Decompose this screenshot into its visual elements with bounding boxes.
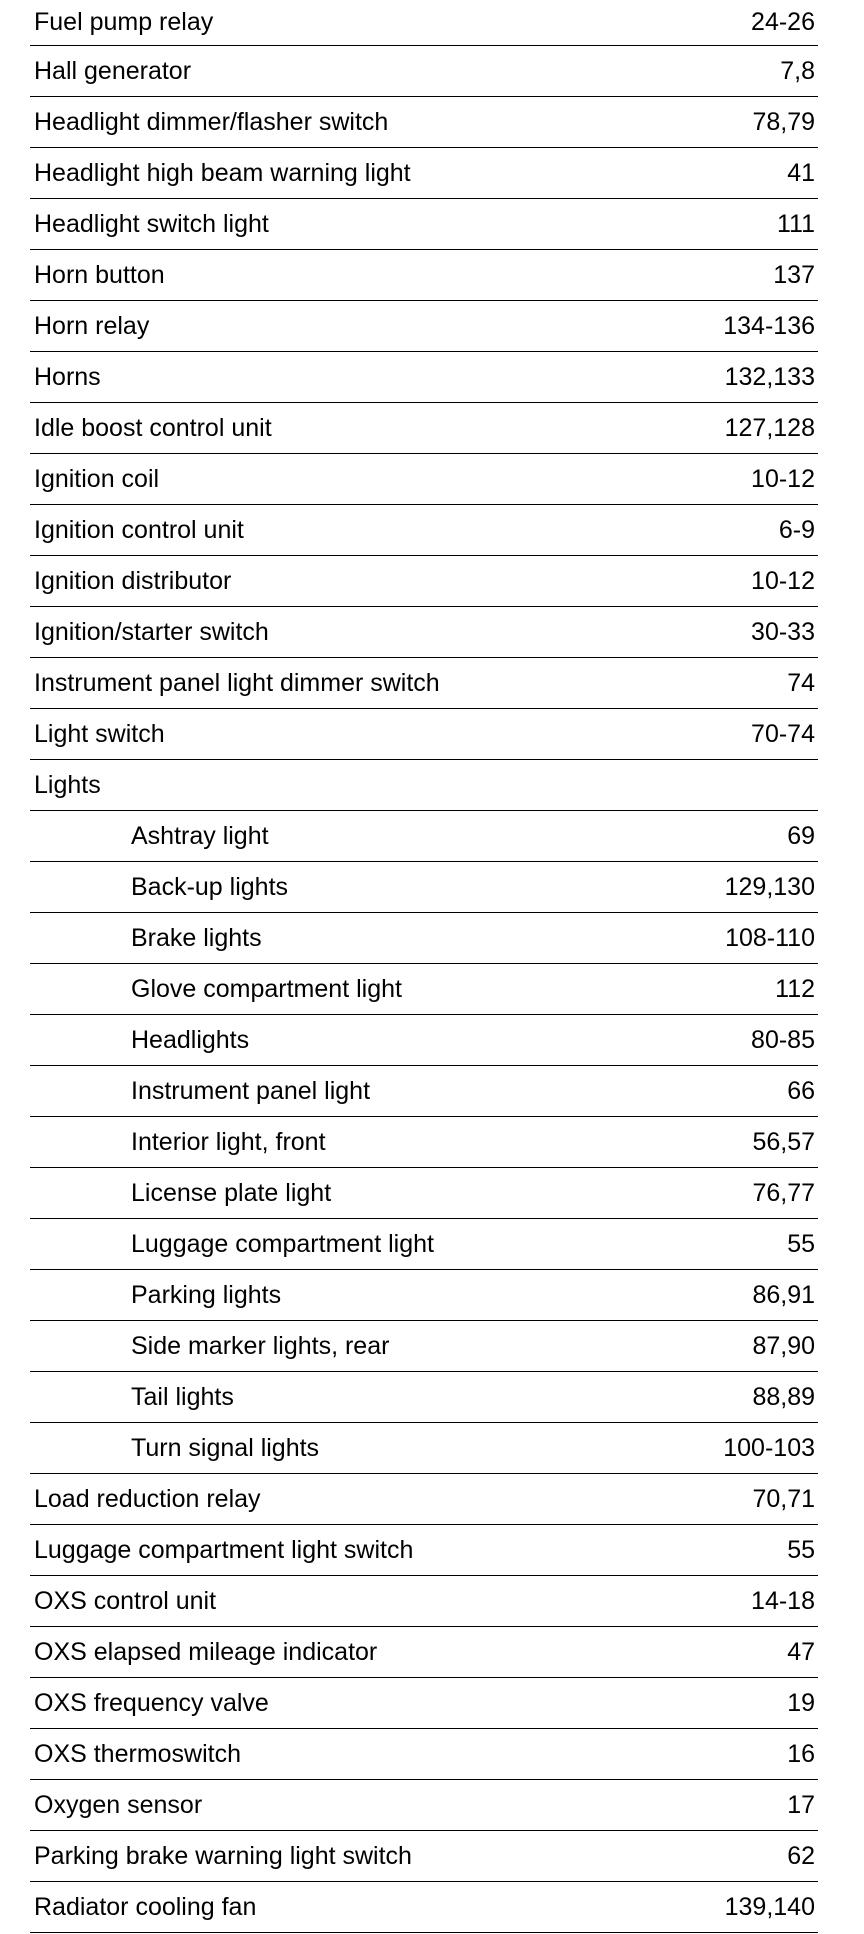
component-name: Fuel pump relay: [34, 8, 214, 36]
component-name: Headlights: [131, 1025, 250, 1054]
index-entry-row: [30, 607, 818, 658]
component-name: OXS elapsed mileage indicator: [34, 1637, 378, 1666]
page-reference: 17: [787, 1790, 815, 1819]
component-name: Horn relay: [34, 311, 150, 340]
page-reference: 134-136: [723, 311, 815, 340]
index-entry-row: [30, 454, 818, 505]
component-name: Headlight dimmer/flasher switch: [34, 107, 389, 136]
index-subentry-row: [30, 1066, 818, 1117]
page-reference: 74: [787, 668, 815, 697]
index-subentry-row: [30, 1372, 818, 1423]
component-name: Radiator cooling fan: [34, 1892, 257, 1921]
component-name: Oxygen sensor: [34, 1790, 203, 1819]
index-entry-row: [30, 760, 818, 811]
page-reference: 30-33: [751, 617, 815, 646]
component-name: Headlight switch light: [34, 209, 269, 238]
page-reference: 55: [787, 1535, 815, 1564]
page-reference: 70,71: [752, 1484, 815, 1513]
page-reference: 100-103: [723, 1433, 815, 1462]
page-reference: 10-12: [751, 566, 815, 595]
index-entry-row: [30, 352, 818, 403]
page-reference: 88,89: [752, 1382, 815, 1411]
index-subentry-row: [30, 1015, 818, 1066]
component-name: OXS thermoswitch: [34, 1739, 242, 1768]
index-subentry-row: [30, 1423, 818, 1474]
page-reference: 127,128: [724, 413, 815, 442]
page-reference: 55: [787, 1229, 815, 1258]
component-name: Headlight high beam warning light: [34, 158, 411, 187]
index-subentry-row: [30, 1270, 818, 1321]
page-reference: 7,8: [780, 56, 815, 85]
component-name: Ashtray light: [131, 821, 269, 850]
page-reference: 56,57: [752, 1127, 815, 1156]
component-name: Brake lights: [131, 923, 262, 952]
index-entry-row: [30, 46, 818, 97]
component-name: Parking lights: [131, 1280, 282, 1309]
index-entry-row: [30, 148, 818, 199]
page-reference: 78,79: [752, 107, 815, 136]
index-subentry-row: [30, 1117, 818, 1168]
index-entry-row: [30, 1831, 818, 1882]
component-name: Ignition control unit: [34, 515, 244, 544]
page-reference: 87,90: [752, 1331, 815, 1360]
index-subentry-row: [30, 1168, 818, 1219]
component-name: Tail lights: [131, 1382, 234, 1411]
component-name: Turn signal lights: [131, 1433, 320, 1462]
component-name: Ignition coil: [34, 464, 160, 493]
page-reference: 69: [787, 821, 815, 850]
index-entry-row: [30, 199, 818, 250]
index-subentry-row: [30, 862, 818, 913]
component-name: Back-up lights: [131, 872, 289, 901]
page-reference: 137: [773, 260, 815, 289]
page-reference: 16: [787, 1739, 815, 1768]
page-reference: 47: [787, 1637, 815, 1666]
page-reference: 66: [787, 1076, 815, 1105]
index-subentry-row: [30, 1219, 818, 1270]
component-name: Luggage compartment light: [131, 1229, 434, 1258]
index-entry-row: [30, 658, 818, 709]
index-entry-row: [30, 709, 818, 760]
component-name: Lights: [34, 770, 101, 799]
component-name: Instrument panel light: [131, 1076, 371, 1105]
page-reference: 70-74: [751, 719, 815, 748]
component-name: Ignition distributor: [34, 566, 232, 595]
index-entry-row: [30, 1729, 818, 1780]
page-reference: 80-85: [751, 1025, 815, 1054]
index-entry-row: [30, 403, 818, 454]
page-reference: 112: [775, 974, 815, 1003]
component-name: Light switch: [34, 719, 165, 748]
component-name: OXS frequency valve: [34, 1688, 269, 1717]
component-name: Idle boost control unit: [34, 413, 272, 442]
index-entry-row: [30, 556, 818, 607]
component-name: License plate light: [131, 1178, 332, 1207]
component-name: Instrument panel light dimmer switch: [34, 668, 440, 697]
component-name: Horn button: [34, 260, 165, 289]
index-entry-row: [30, 1882, 818, 1933]
index-entry-row: [30, 250, 818, 301]
component-name: OXS control unit: [34, 1586, 217, 1615]
component-name: Load reduction relay: [34, 1484, 261, 1513]
page-reference: 62: [787, 1841, 815, 1870]
index-entry-row: [30, 1678, 818, 1729]
component-name: Parking brake warning light switch: [34, 1841, 412, 1870]
index-entry-row: [30, 505, 818, 556]
index-entry-row: [30, 0, 818, 46]
page-reference: 111: [776, 209, 815, 238]
page-reference: 86,91: [752, 1280, 815, 1309]
index-entry-row: [30, 1780, 818, 1831]
index-subentry-row: [30, 964, 818, 1015]
page-reference: 129,130: [724, 872, 815, 901]
index-subentry-row: [30, 1321, 818, 1372]
component-name: Side marker lights, rear: [131, 1331, 390, 1360]
component-name: Glove compartment light: [131, 974, 402, 1003]
page-reference: 19: [787, 1688, 815, 1717]
component-name: Horns: [34, 362, 101, 391]
page-reference: 108-110: [725, 923, 815, 952]
index-entry-row: [30, 1576, 818, 1627]
page-reference: 41: [787, 158, 815, 187]
index-subentry-row: [30, 811, 818, 862]
index-entry-row: [30, 97, 818, 148]
page-reference: 76,77: [752, 1178, 815, 1207]
page-reference: 10-12: [751, 464, 815, 493]
index-entry-row: [30, 1474, 818, 1525]
page-reference: 6-9: [778, 515, 815, 544]
component-name: Luggage compartment light switch: [34, 1535, 414, 1564]
component-name: Ignition/starter switch: [34, 617, 269, 646]
page-reference: 139,140: [724, 1892, 815, 1921]
index-subentry-row: [30, 913, 818, 964]
page-reference: 24-26: [751, 8, 815, 36]
page-reference: 14-18: [751, 1586, 815, 1615]
page-reference: 132,133: [724, 362, 815, 391]
index-entry-row: [30, 1627, 818, 1678]
component-name: Hall generator: [34, 56, 192, 85]
index-entry-row: [30, 301, 818, 352]
component-name: Interior light, front: [131, 1127, 326, 1156]
component-index-table: [30, 0, 818, 1933]
index-entry-row: [30, 1525, 818, 1576]
